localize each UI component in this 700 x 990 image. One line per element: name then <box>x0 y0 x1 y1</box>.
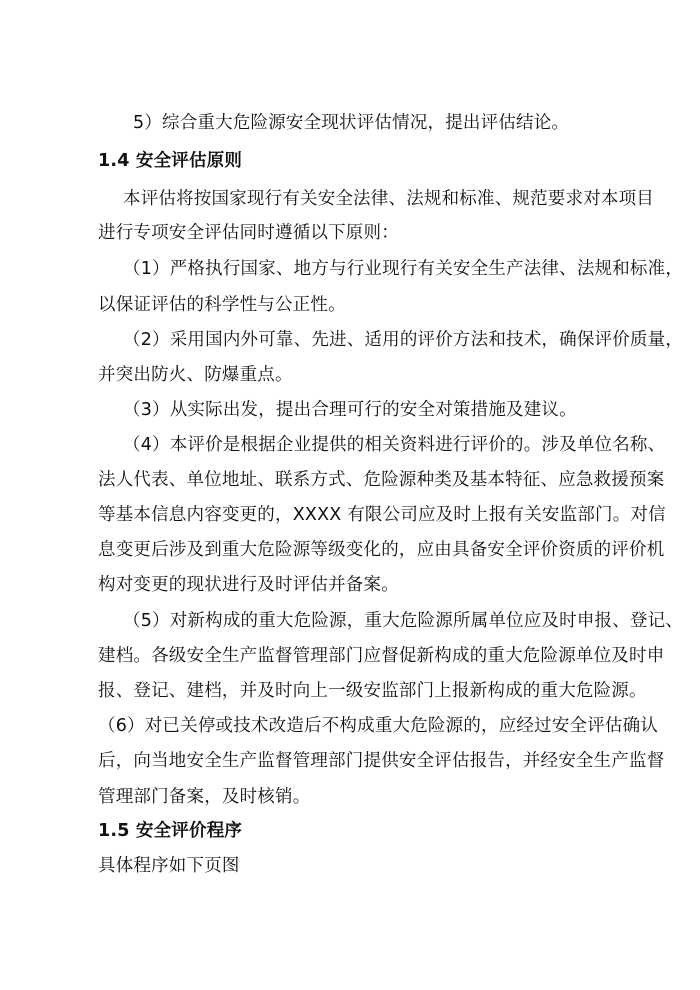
principle-3-line: （3）从实际出发，提出合理可行的安全对策措施及建议。 <box>123 400 577 420</box>
principle-4-line: 法人代表、单位地址、联系方式、危险源种类及基本特征、应急救援预案 <box>98 470 665 490</box>
principle-5-line: 报、登记、建档，并及时向上一级安监部门上报新构成的重大危险源。 <box>98 681 647 701</box>
list-item-conclusion: 5）综合重大危险源安全现状评估情况，提出评估结论。 <box>133 113 570 133</box>
principle-4-line: 等基本信息内容变更的，XXXX 有限公司应及时上报有关安监部门。对信 <box>98 505 666 525</box>
principle-4-line: 息变更后涉及到重大危险源等级变化的，应由具备安全评价资质的评价机 <box>98 540 665 560</box>
principle-2-line: （2）采用国内外可靠、先进、适用的评价方法和技术，确保评价质量， <box>123 330 684 350</box>
paragraph-line: 进行专项安全评估同时遵循以下原则： <box>98 223 399 243</box>
principle-6-line: （6）对已关停或技术改造后不构成重大危险源的，应经过安全评估确认 <box>98 716 659 736</box>
section-heading-1-4: 1.4 安全评估原则 <box>98 151 243 171</box>
principle-5-line: 建档。各级安全生产监督管理部门应督促新构成的重大危险源单位及时申 <box>98 646 665 666</box>
principle-1-line: （1）严格执行国家、地方与行业现行有关安全生产法律、法规和标准， <box>123 259 684 279</box>
paragraph-line: 具体程序如下页图 <box>98 856 240 876</box>
principle-6-line: 后，向当地安全生产监督管理部门提供安全评估报告，并经安全生产监督 <box>98 751 665 771</box>
principle-1-line: 以保证评估的科学性与公正性。 <box>98 295 346 315</box>
section-heading-1-5: 1.5 安全评价程序 <box>98 821 243 841</box>
principle-5-line: （5）对新构成的重大危险源，重大危险源所属单位应及时申报、登记、 <box>123 611 684 631</box>
principle-6-line: 管理部门备案，及时核销。 <box>98 787 311 807</box>
principle-4-line: 构对变更的现状进行及时评估并备案。 <box>98 575 399 595</box>
principle-2-line: 并突出防火、防爆重点。 <box>98 365 293 385</box>
principle-4-line: （4）本评价是根据企业提供的相关资料进行评价的。涉及单位名称、 <box>123 435 666 455</box>
paragraph-line: 本评估将按国家现行有关安全法律、法规和标准、规范要求对本项目 <box>123 189 654 209</box>
